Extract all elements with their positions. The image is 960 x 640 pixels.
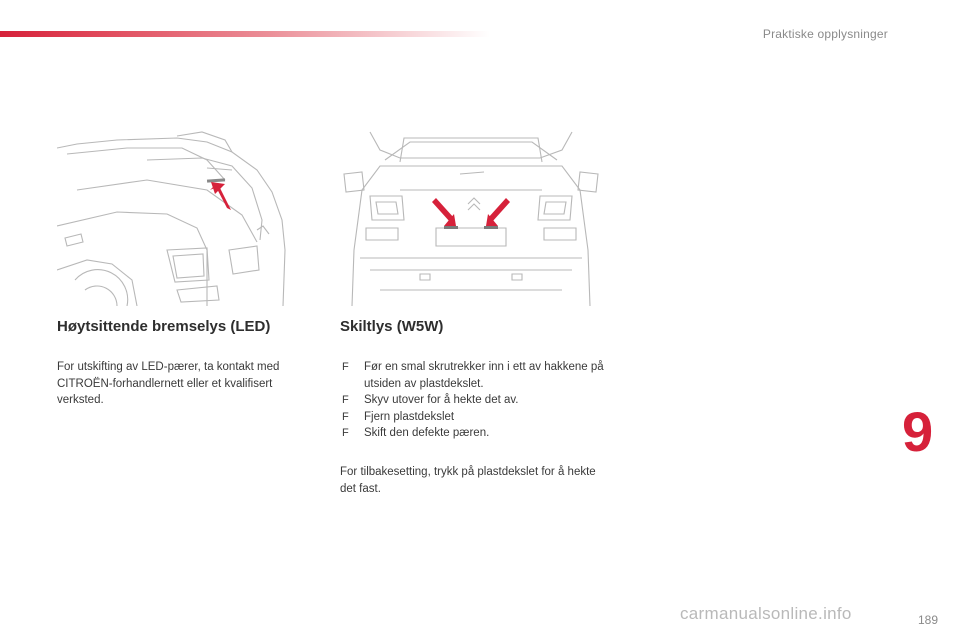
car-rear-three-quarter-illustration-icon bbox=[57, 130, 287, 306]
page-number: 189 bbox=[917, 613, 938, 627]
bullet-icon: F bbox=[342, 361, 349, 373]
heading-license-plate-light: Skiltlys (W5W) bbox=[340, 318, 444, 335]
bullet-icon: F bbox=[342, 427, 349, 439]
list-item: F Fjern plastdekslet bbox=[340, 409, 610, 426]
bullet-icon: F bbox=[342, 410, 349, 423]
brake-light-instructions: For utskifting av LED-pærer, ta kontakt med CITROËN-forhandlernett eller et kvalifisert verksted. bbox=[57, 361, 280, 406]
refit-note: For tilbakesetting, trykk på plastdekslet for å hekte det fast. bbox=[340, 466, 596, 495]
section-title: Praktiske opplysninger bbox=[762, 27, 888, 41]
accent-bar bbox=[0, 31, 490, 37]
chapter-number: 9 bbox=[902, 400, 934, 463]
watermark: carmanualsonline.info bbox=[680, 604, 852, 623]
list-item: F Skift den defekte pæren. bbox=[340, 425, 610, 442]
license-plate-light-steps bbox=[340, 359, 610, 442]
list-item: F Før en smal skrutrekker inn i ett av hakkene på utsiden av plastdekslet. bbox=[342, 361, 604, 390]
car-rear-view-illustration-icon bbox=[340, 130, 602, 306]
bullet-icon: F bbox=[342, 394, 349, 406]
list-item: F Skyv utover for å hekte det av. bbox=[340, 392, 610, 409]
heading-high-brake-light: Høytsittende bremselys (LED) bbox=[57, 318, 271, 335]
